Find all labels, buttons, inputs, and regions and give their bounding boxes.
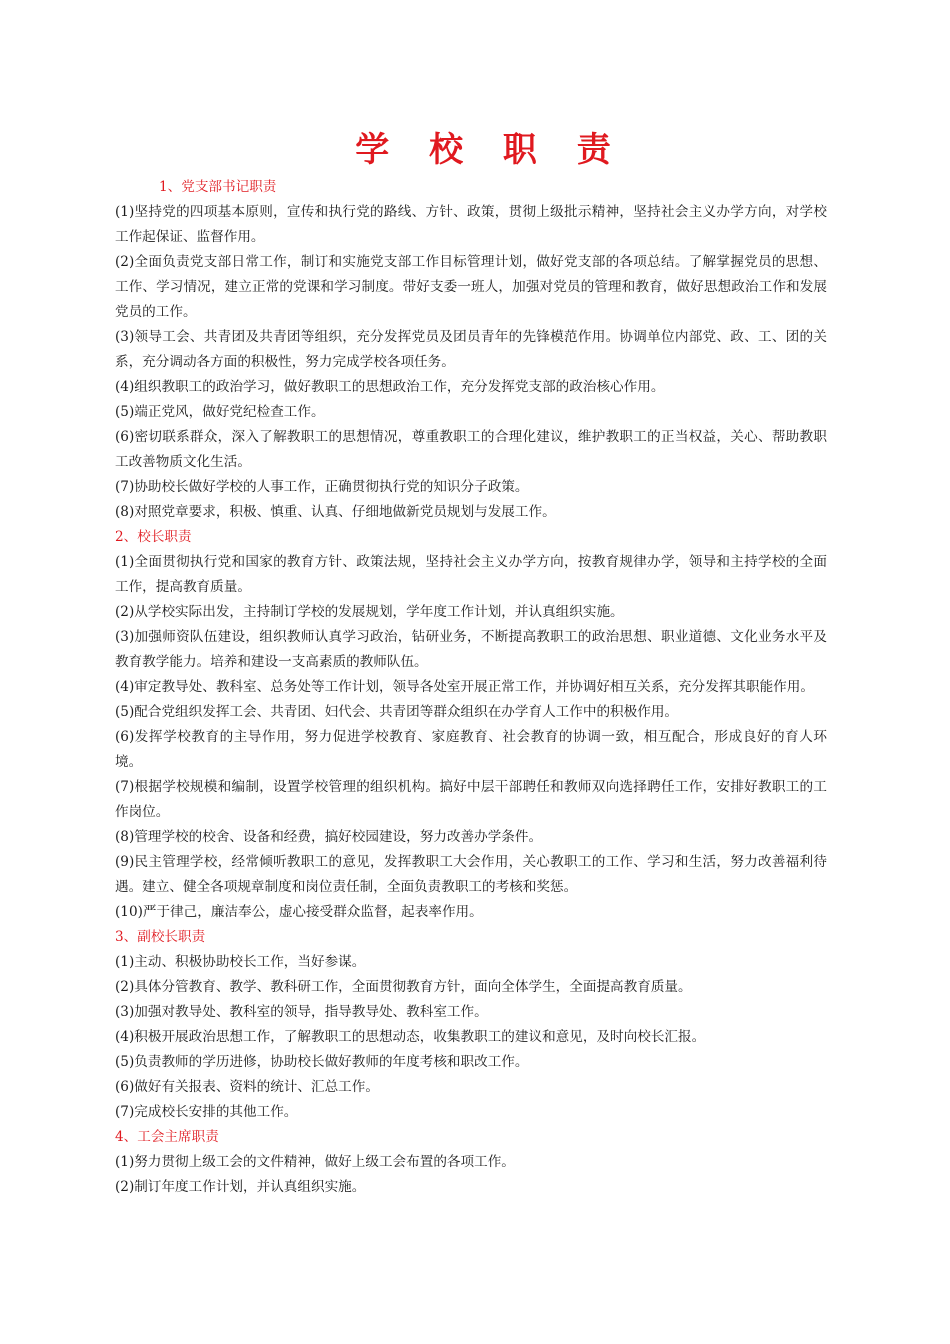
section-heading: 1、党支部书记职责 (159, 179, 277, 195)
list-item: (2)全面负责党支部日常工作，制订和实施党支部工作目标管理计划，做好党支部的各项总结。了解掌握党员的思想、工作、学习情况，建立正常的党课和学习制度。带好支委一班人，加强对党员的管理和教育，做好思想政治工作和发展党员的工作。 (115, 254, 827, 320)
list-item: (4)审定教导处、教科室、总务处等工作计划，领导各处室开展正常工作，并协调好相互关系，充分发挥其职能作用。 (115, 679, 814, 695)
section-heading: 3、副校长职责 (115, 929, 206, 945)
list-item: (10)严于律己，廉洁奉公，虚心接受群众监督，起表率作用。 (115, 904, 483, 920)
list-item: (3)领导工会、共青团及共青团等组织，充分发挥党员及团员青年的先锋模范作用。协调单位内部党、政、工、团的关系，充分调动各方面的积极性，努力完成学校各项任务。 (115, 329, 827, 370)
list-item: (7)完成校长安排的其他工作。 (115, 1104, 298, 1120)
list-item: (8)管理学校的校舍、设备和经费，搞好校园建设，努力改善办学条件。 (115, 829, 543, 845)
section-heading: 2、校长职责 (115, 529, 192, 545)
list-item: (1)主动、积极协助校长工作，当好参谋。 (115, 954, 366, 970)
list-item: (4)组织教职工的政治学习，做好教职工的思想政治工作，充分发挥党支部的政治核心作用。 (115, 379, 665, 395)
list-item: (4)积极开展政治思想工作，了解教职工的思想动态，收集教职工的建议和意见，及时向校长汇报。 (115, 1029, 706, 1045)
list-item: (3)加强师资队伍建设，组织教师认真学习政治，钻研业务，不断提高教职工的政治思想、职业道德、文化业务水平及教育教学能力。培养和建设一支高素质的教师队伍。 (115, 629, 827, 670)
list-item: (3)加强对教导处、教科室的领导，指导教导处、教科室工作。 (115, 1004, 488, 1020)
list-item: (6)密切联系群众，深入了解教职工的思想情况，尊重教职工的合理化建议，维护教职工的正当权益，关心、帮助教职工改善物质文化生活。 (115, 429, 827, 470)
list-item: (1)努力贯彻上级工会的文件精神，做好上级工会布置的各项工作。 (115, 1154, 515, 1170)
list-item: (7)根据学校规模和编制，设置学校管理的组织机构。搞好中层干部聘任和教师双向选择聘任工作，安排好教职工的工作岗位。 (115, 779, 827, 820)
list-item: (1)坚持党的四项基本原则，宣传和执行党的路线、方针、政策，贯彻上级批示精神，坚持社会主义办学方向，对学校工作起保证、监督作用。 (115, 204, 827, 245)
list-item: (6)做好有关报表、资料的统计、汇总工作。 (115, 1079, 379, 1095)
list-item: (9)民主管理学校，经常倾听教职工的意见，发挥教职工大会作用，关心教职工的工作、学习和生活，努力改善福利待遇。建立、健全各项规章制度和岗位责任制，全面负责教职工的考核和奖惩。 (115, 854, 827, 895)
list-item: (5)配合党组织发挥工会、共青团、妇代会、共青团等群众组织在办学育人工作中的积极作用。 (115, 704, 679, 720)
list-item: (6)发挥学校教育的主导作用，努力促进学校教育、家庭教育、社会教育的协调一致，相互配合，形成良好的育人环境。 (115, 729, 827, 770)
document-body (115, 175, 827, 1200)
list-item: (5)负责教师的学历进修，协助校长做好教师的年度考核和职改工作。 (115, 1054, 529, 1070)
list-item: (5)端正党风，做好党纪检查工作。 (115, 404, 325, 420)
list-item: (2)从学校实际出发，主持制订学校的发展规划，学年度工作计划，并认真组织实施。 (115, 604, 624, 620)
list-item: (7)协助校长做好学校的人事工作，正确贯彻执行党的知识分子政策。 (115, 479, 529, 495)
list-item: (8)对照党章要求，积极、慎重、认真、仔细地做新党员规划与发展工作。 (115, 504, 556, 520)
list-item: (1)全面贯彻执行党和国家的教育方针、政策法规，坚持社会主义办学方向，按教育规律办学，领导和主持学校的全面工作，提高教育质量。 (115, 554, 827, 595)
document-title: 学 校 职 责 (355, 130, 625, 170)
list-item: (2)制订年度工作计划，并认真组织实施。 (115, 1179, 366, 1195)
list-item: (2)具体分管教育、教学、教科研工作，全面贯彻教育方针，面向全体学生，全面提高教育质量。 (115, 979, 692, 995)
section-heading: 4、工会主席职责 (115, 1129, 219, 1145)
